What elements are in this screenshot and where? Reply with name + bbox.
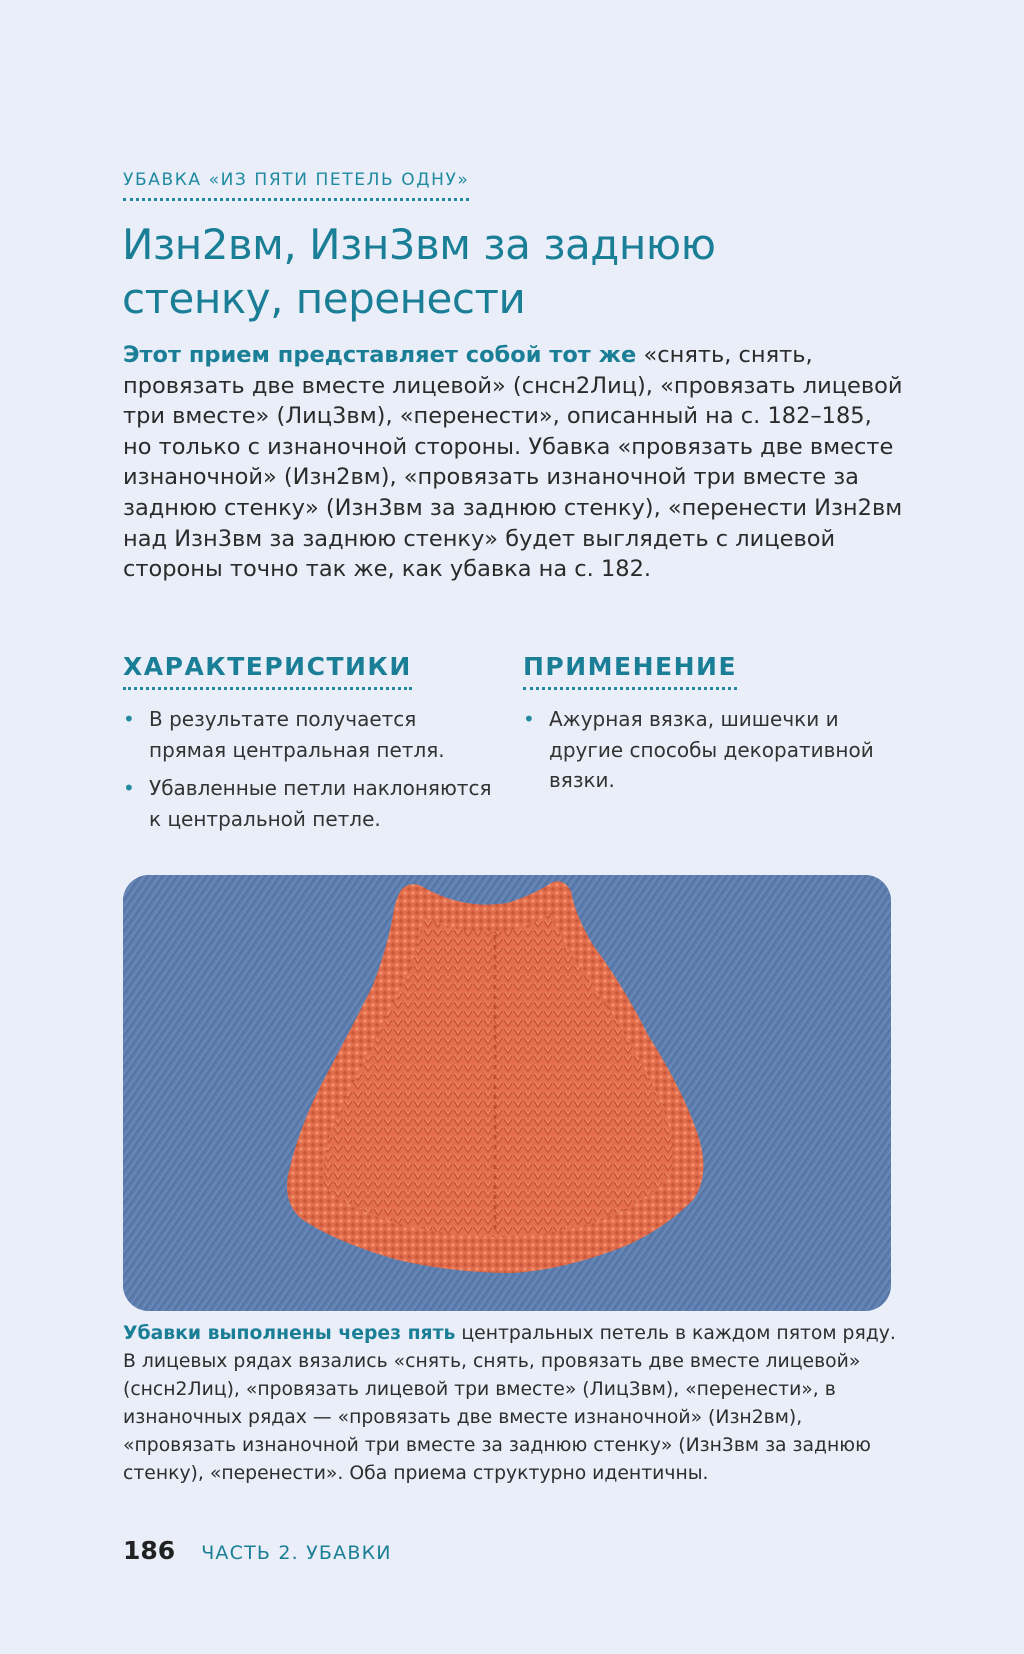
- characteristics-column: [123, 652, 493, 842]
- knit-swatch-photo: [123, 875, 891, 1311]
- list-item: [123, 704, 493, 765]
- caption-body: центральных петель в каждом пятом ряду. В лицевых рядах вязались «снять, снять, провязать две вместе лицевой» (снсн2Лиц), «провязать лицевой три вместе» (Лиц3вм), «перенести», в изнаночных рядах — «провязать две вместе изнаночной» (Изн2вм), «провязать изнаночной три вместе за заднюю стенку» (Изн3вм за заднюю стенку), «перенести». Оба приема структурно идентичны.: [123, 1323, 896, 1484]
- page-number: 186: [123, 1536, 176, 1565]
- list-item: [123, 773, 493, 834]
- application-column: [523, 652, 893, 804]
- application-list: [523, 704, 893, 796]
- running-section-title: ЧАСТЬ 2. УБАВКИ: [201, 1542, 392, 1564]
- bullet-icon: •: [123, 776, 135, 800]
- page-footer: [123, 1536, 392, 1565]
- caption-lead: Убавки выполнены через пять: [123, 1323, 456, 1344]
- intro-body: «снять, снять, провязать две вместе лицевой» (снсн2Лиц), «провязать лицевой три вместе» (Лиц3вм), «перенести», описанный на с. 182–185, но только с изнаночной стороны. Убавка «провязать две вместе изнаночной» (Изн2вм), «провязать изнаночной три вместе за заднюю стенку» (Изн3вм за заднюю стенку), «перенести Изн2вм над Изн3вм за заднюю стенку» будет выглядеть с лицевой стороны точно так же, как убавка на с. 182.: [123, 342, 903, 583]
- list-item: [523, 704, 893, 796]
- bullet-icon: •: [123, 707, 135, 731]
- intro-paragraph: [123, 340, 903, 585]
- knit-swatch-illustration: [123, 875, 891, 1311]
- application-heading: ПРИМЕНЕНИЕ: [523, 652, 737, 690]
- page-title: [122, 218, 922, 326]
- list-item-text: Убавленные петли наклоняются к центральной петле.: [149, 776, 492, 831]
- list-item-text: В результате получается прямая центральная петля.: [149, 707, 445, 762]
- section-kicker: УБАВКА «ИЗ ПЯТИ ПЕТЕЛЬ ОДНУ»: [123, 170, 469, 201]
- photo-caption: [123, 1320, 903, 1488]
- list-item-text: Ажурная вязка, шишечки и другие способы декоративной вязки.: [549, 707, 874, 792]
- intro-lead: Этот прием представляет собой тот же: [123, 342, 637, 368]
- bullet-icon: •: [523, 707, 535, 731]
- characteristics-heading: ХАРАКТЕРИСТИКИ: [123, 652, 412, 690]
- characteristics-list: [123, 704, 493, 834]
- title-line-2: стенку, перенести: [122, 274, 526, 323]
- title-line-1: Изн2вм, Изн3вм за заднюю: [122, 220, 716, 269]
